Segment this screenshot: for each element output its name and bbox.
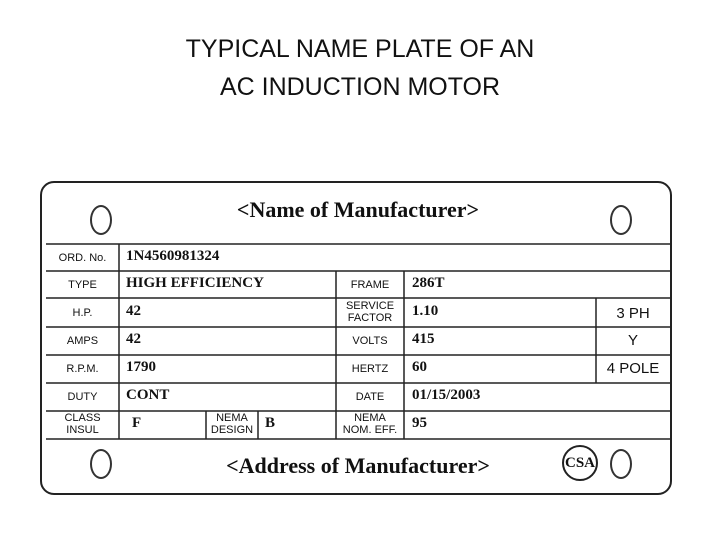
- hertz-value: 60: [412, 359, 427, 375]
- nema-eff-label-line2: NOM. EFF.: [342, 424, 398, 436]
- insulation-class-value: F: [132, 415, 142, 431]
- manufacturer-address: <Address of Manufacturer>: [226, 453, 490, 478]
- class-insul-label-line2: INSUL: [66, 424, 99, 436]
- nema-eff-label-line1: NEMA: [354, 412, 386, 424]
- name-plate: [40, 181, 672, 495]
- nema-eff-value: 95: [412, 415, 427, 431]
- hp-label: H.P.: [72, 307, 93, 319]
- nema-design-label-line1: NEMA: [216, 412, 248, 424]
- duty-label: DUTY: [67, 391, 98, 403]
- date-label: DATE: [355, 391, 385, 403]
- hp-value: 42: [126, 303, 141, 319]
- class-insul-label-line1: CLASS: [64, 412, 101, 424]
- duty-value: CONT: [126, 387, 170, 403]
- volts-label: VOLTS: [352, 335, 388, 347]
- frame-label: FRAME: [350, 279, 390, 291]
- slide-title-line1: TYPICAL NAME PLATE OF AN: [185, 35, 535, 63]
- amps-value: 42: [126, 331, 141, 347]
- connection-value: Y: [627, 332, 638, 349]
- nema-design-label: [206, 412, 258, 436]
- service-factor-label-line2: FACTOR: [347, 312, 393, 324]
- volts-value: 415: [412, 331, 435, 347]
- type-label: TYPE: [68, 279, 97, 291]
- nema-design-value: B: [265, 415, 276, 431]
- manufacturer-name: <Name of Manufacturer>: [236, 197, 480, 222]
- ord-no-value: 1N4560981324: [126, 248, 220, 264]
- slide-title: [0, 30, 720, 106]
- date-value: 01/15/2003: [412, 387, 481, 403]
- frame-value: 286T: [412, 275, 445, 291]
- amps-label: AMPS: [66, 335, 99, 347]
- nema-design-label-line2: DESIGN: [210, 424, 254, 436]
- ord-no-label: ORD. No.: [58, 252, 107, 264]
- phase-value: 3 PH: [616, 305, 650, 322]
- slide-title-line2: AC INDUCTION MOTOR: [219, 73, 501, 101]
- nema-eff-label: [336, 412, 404, 436]
- class-insul-label: [46, 412, 119, 436]
- type-value: HIGH EFFICIENCY: [126, 275, 264, 291]
- hertz-label: HERTZ: [351, 363, 389, 375]
- csa-logo-icon: CSA: [562, 445, 598, 481]
- service-factor-label-line1: SERVICE: [345, 300, 395, 312]
- rpm-label: R.P.M.: [66, 363, 99, 375]
- poles-value: 4 POLE: [606, 360, 660, 377]
- rpm-value: 1790: [126, 359, 156, 375]
- service-factor-value: 1.10: [412, 303, 439, 319]
- service-factor-label: [336, 300, 404, 324]
